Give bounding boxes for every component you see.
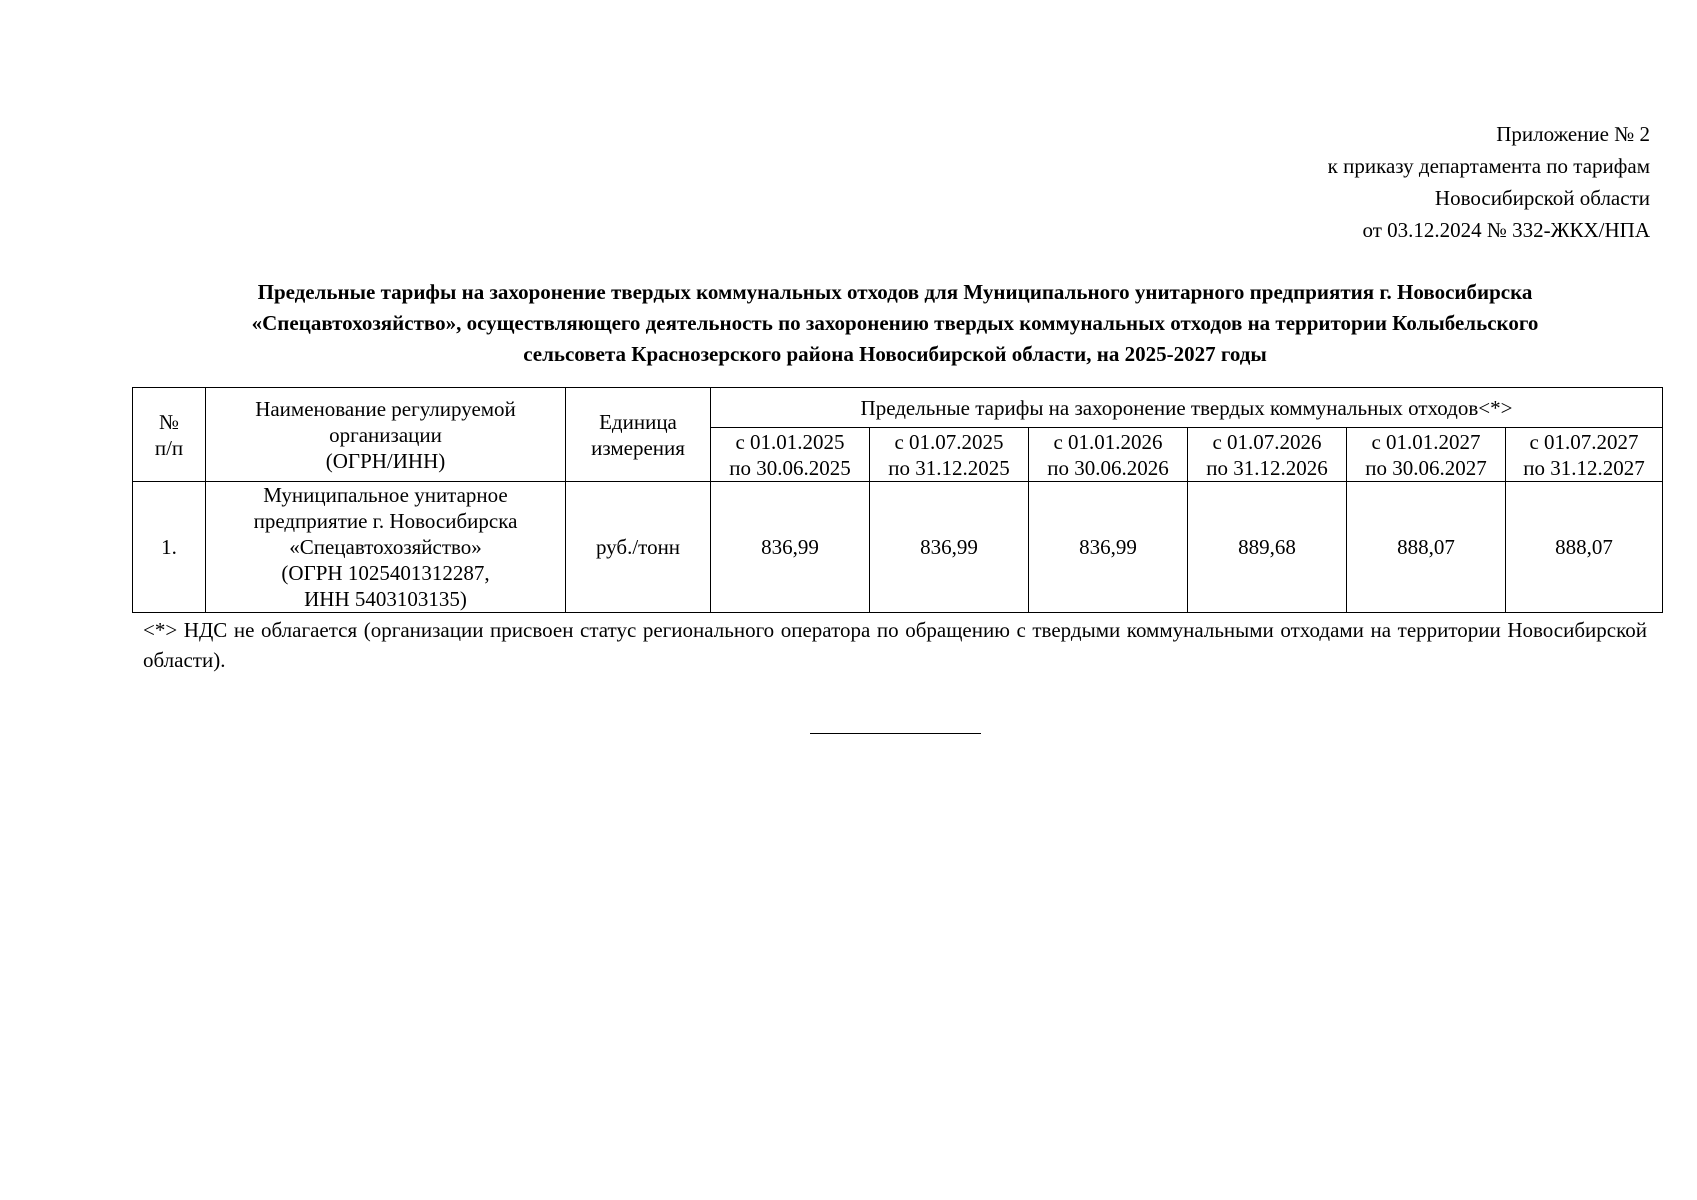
tariff-value: 836,99 (1029, 482, 1188, 613)
header-row (133, 388, 1663, 428)
period-header (711, 428, 870, 482)
header-org (206, 388, 566, 482)
header-unit-line: Единица (599, 409, 677, 434)
period-to: по 31.12.2025 (888, 455, 1010, 480)
row-number: 1. (133, 482, 206, 613)
header-num (133, 388, 206, 482)
period-from: с 01.01.2026 (1053, 429, 1163, 454)
organization-line: «Спецавтохозяйство» (289, 535, 482, 559)
organization-line: (ОГРН 1025401312287, (281, 561, 490, 585)
tariff-value: 836,99 (870, 482, 1029, 613)
title-line: «Спецавтохозяйство», осуществляющего деятельность по захоронению твердых коммунальных отходов на территории Колыбельского (251, 311, 1539, 335)
header-tariffs: Предельные тарифы на захоронение твердых коммунальных отходов<*> (711, 388, 1663, 428)
document-end-divider (810, 733, 981, 734)
tariff-value: 889,68 (1188, 482, 1347, 613)
period-to: по 31.12.2026 (1206, 455, 1328, 480)
organization-line: предприятие г. Новосибирска (253, 509, 518, 533)
header-unit (566, 388, 711, 482)
title-line: Предельные тарифы на захоронение твердых коммунальных отходов для Муниципального унитарного предприятия г. Новосибирска (257, 280, 1533, 304)
period-from: с 01.07.2027 (1529, 429, 1639, 454)
appendix-region: Новосибирской области (1434, 186, 1650, 210)
tariff-value: 888,07 (1347, 482, 1506, 613)
header-org-line: (ОГРН/ИНН) (325, 448, 446, 473)
header-org-line: организации (329, 422, 442, 447)
organization-cell (206, 482, 566, 613)
organization-line: Муниципальное унитарное (263, 483, 508, 507)
appendix-order-ref: к приказу департамента по тарифам (1327, 154, 1650, 178)
appendix-order-date: от 03.12.2024 № 332-ЖКХ/НПА (1362, 218, 1650, 242)
period-to: по 30.06.2027 (1365, 455, 1487, 480)
period-header (870, 428, 1029, 482)
period-header (1347, 428, 1506, 482)
period-from: с 01.07.2026 (1212, 429, 1322, 454)
footnote: <*> НДС не облагается (организации присвоен статус регионального оператора по обращению с твердыми коммунальными отходами на территории Новосибирской области). (143, 618, 1647, 672)
period-header (1506, 428, 1663, 482)
header-org-line: Наименование регулируемой (255, 396, 516, 421)
period-to: по 30.06.2025 (729, 455, 851, 480)
header-num-pp: п/п (154, 435, 184, 460)
period-to: по 30.06.2026 (1047, 455, 1169, 480)
appendix-number: Приложение № 2 (1496, 122, 1650, 146)
appendix-header (1328, 118, 1650, 246)
header-unit-line: измерения (591, 435, 685, 460)
unit-cell: руб./тонн (566, 482, 711, 613)
header-num-sign: № (158, 409, 180, 434)
period-to: по 31.12.2027 (1523, 455, 1645, 480)
tariff-value: 888,07 (1506, 482, 1663, 613)
document-title (133, 277, 1657, 370)
tariff-value: 836,99 (711, 482, 870, 613)
period-from: с 01.01.2027 (1371, 429, 1481, 454)
table-row (133, 482, 1663, 613)
title-line: сельсовета Краснозерского района Новосибирской области, на 2025-2027 годы (523, 342, 1267, 366)
period-from: с 01.01.2025 (735, 429, 845, 454)
period-header (1029, 428, 1188, 482)
period-from: с 01.07.2025 (894, 429, 1004, 454)
period-header (1188, 428, 1347, 482)
organization-line: ИНН 5403103135) (304, 587, 467, 611)
tariffs-table (132, 387, 1663, 613)
